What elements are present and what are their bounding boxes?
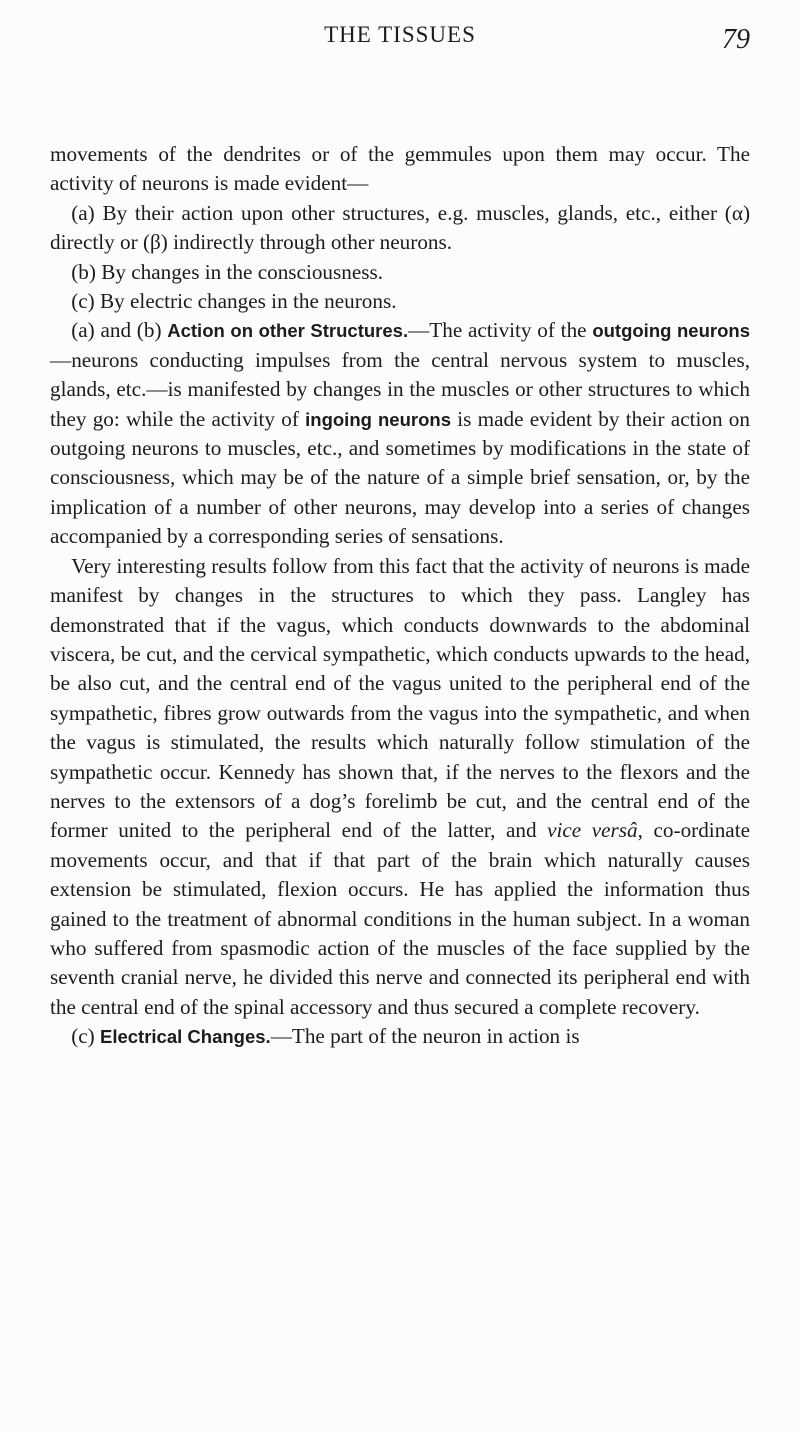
section-electrical-changes	[50, 1022, 750, 1051]
paragraph-text: is made evident by their action on outgoing neurons to muscles, etc., and sometimes by modifications in the state of consciousness, which may be of the nature of a simple brief sensation, or, by the implication of a number of other neurons, may develop into a series of changes accompanied by a corresponding series of sensations.	[50, 406, 750, 549]
list-item-a: (a) By their action upon other structures, e.g. muscles, glands, etc., either (α) directly or (β) indirectly through other neurons.	[50, 200, 750, 255]
term-ingoing-neurons: ingoing neurons	[305, 408, 451, 430]
section-heading: Electrical Changes.	[100, 1026, 271, 1048]
term-outgoing-neurons: outgoing neurons	[592, 320, 750, 342]
paragraph-continuation: movements of the dendrites or of the gemmules upon them may occur. The activity of neurons is made evident—	[50, 142, 750, 196]
section-heading: Action on other Structures.	[167, 320, 409, 342]
paragraph-experiments	[50, 552, 750, 1023]
paragraph-text: Very interesting results follow from this fact that the activity of neurons is made manifest by changes in the structures to which they pass. Langley has demonstrated that if the vagus, which conducts downwards to the abdominal viscera, be cut, and the cervical sympathetic, which conducts upwards to the head, be also cut, and the central end of the vagus united to the peripheral end of the sympathetic, fibres grow outwards from the vagus into the sympathetic, and when the vagus is stimulated, the results which naturally follow stimulation of the sympathetic occur. Kennedy has shown that, if the nerves to the flexors and the nerves to the extensors of a dog’s forelimb be cut, and the central end of the former united to the peripheral end of the latter, and	[50, 553, 750, 843]
page-header	[0, 22, 800, 62]
paragraph-text: , co-ordinate movements occur, and that if that part of the brain which naturally causes extension be stimulated, flexion occurs. He has applied the information thus gained to the treatment of abnormal conditions in the human subject. In a woman who suffered from spasmodic action of the muscles of the face supplied by the seventh cranial nerve, he divided this nerve and connected its peripheral end with the central end of the spinal accessory and thus secured a complete recovery.	[50, 818, 750, 1019]
list-item-b: (b) By changes in the consciousness.	[71, 259, 384, 284]
paragraph-text: —neurons conducting impulses from the central nervous system to muscles, glands, etc.—is manifested by changes in the muscles or other structures to which they go: while the activity of	[50, 347, 750, 431]
italic-phrase: vice versâ	[547, 818, 638, 843]
body-text	[50, 140, 750, 1052]
page-number: 79	[722, 24, 750, 55]
section-prefix: (a) and (b)	[71, 318, 168, 343]
running-title: THE TISSUES	[324, 22, 476, 47]
paragraph-text: —The activity of the	[408, 318, 593, 343]
section-action-on-other-structures	[50, 316, 750, 551]
paragraph-text: —The part of the neuron in action is	[270, 1024, 580, 1049]
section-prefix: (c)	[71, 1024, 100, 1049]
list-item-c: (c) By electric changes in the neurons.	[71, 289, 397, 314]
